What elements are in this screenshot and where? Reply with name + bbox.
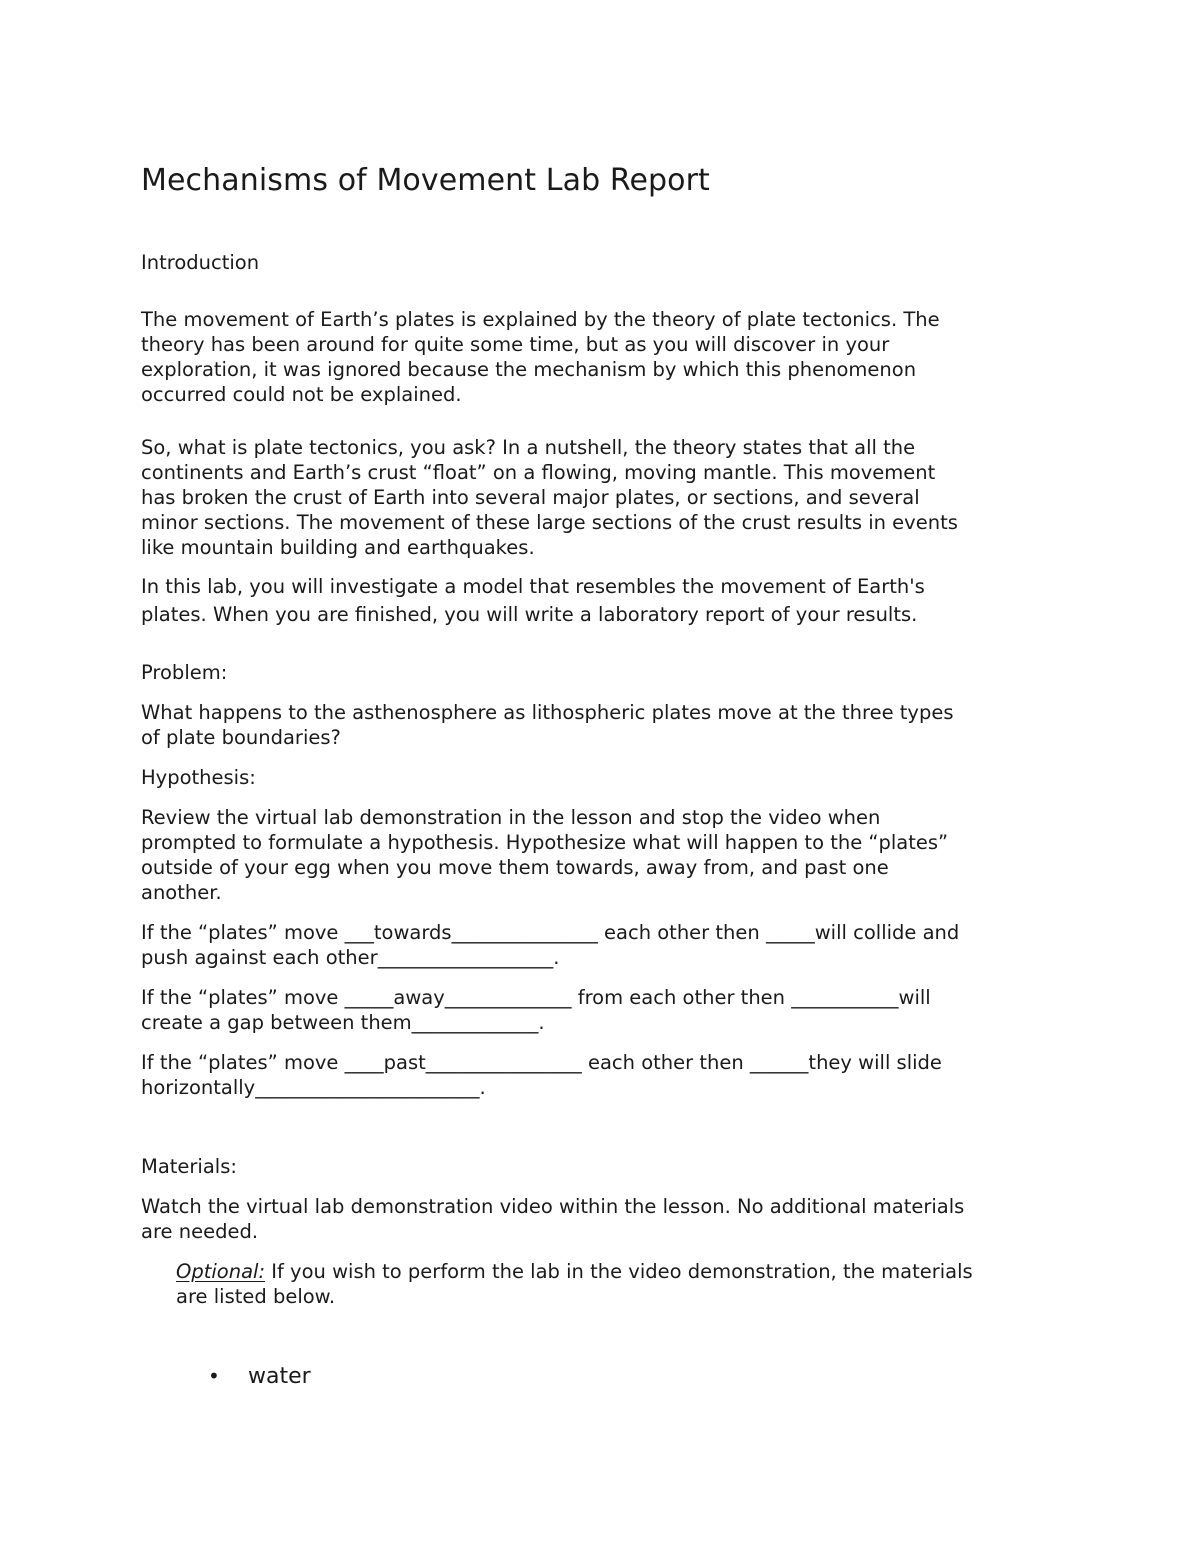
text-line bbox=[141, 985, 1071, 1010]
text-line: are needed. bbox=[141, 1220, 259, 1243]
fill-in-blank[interactable]: _____________ bbox=[411, 1011, 539, 1034]
introduction-paragraph-2 bbox=[141, 435, 1071, 560]
text-line bbox=[141, 920, 1071, 945]
text-line bbox=[141, 1075, 1071, 1100]
statement-prefix: If the “plates” move bbox=[141, 1051, 345, 1074]
page-title: Mechanisms of Movement Lab Report bbox=[141, 163, 710, 198]
fill-in-blank[interactable]: _____will collide and bbox=[765, 921, 960, 944]
bullet-icon: • bbox=[208, 1364, 220, 1388]
text-line: In this lab, you will investigate a model that resembles the movement of Earth's bbox=[141, 575, 925, 598]
optional-label: Optional: bbox=[176, 1260, 266, 1283]
fill-in-blank[interactable]: _______________________ bbox=[255, 1076, 480, 1099]
text-line: continents and Earth’s crust “float” on a flowing, moving mantle. This movement bbox=[141, 461, 936, 484]
text-line: exploration, it was ignored because the mechanism by which this phenomenon bbox=[141, 358, 917, 381]
text-line: prompted to formulate a hypothesis. Hypothesize what will happen to the “plates” bbox=[141, 831, 949, 854]
text-line: plates. When you are finished, you will write a laboratory report of your results. bbox=[141, 603, 918, 626]
text-line bbox=[141, 1010, 1071, 1035]
statement-continuation: push against each other bbox=[141, 946, 378, 969]
hypothesis-statement-past bbox=[141, 1050, 1071, 1100]
problem-text bbox=[141, 700, 1071, 750]
statement-continuation: horizontally bbox=[141, 1076, 256, 1099]
optional-text: If you wish to perform the lab in the video demonstration, the materials bbox=[265, 1260, 973, 1283]
text-line: What happens to the asthenosphere as lithospheric plates move at the three types bbox=[141, 701, 954, 724]
text-line: like mountain building and earthquakes. bbox=[141, 536, 535, 559]
fill-in-blank[interactable]: __________________ bbox=[377, 946, 554, 969]
introduction-heading: Introduction bbox=[141, 251, 260, 274]
hypothesis-instructions bbox=[141, 805, 1071, 905]
material-item-label: water bbox=[248, 1364, 311, 1389]
text-line: The movement of Earth’s plates is explained by the theory of plate tectonics. The bbox=[141, 308, 940, 331]
text-line: has broken the crust of Earth into several major plates, or sections, and several bbox=[141, 486, 920, 509]
fill-in-blank[interactable]: ___towards_______________ bbox=[344, 921, 598, 944]
fill-in-blank[interactable]: _____away_____________ bbox=[344, 986, 572, 1009]
introduction-paragraph-3 bbox=[141, 573, 1071, 629]
text-line: another. bbox=[141, 881, 222, 904]
text-line bbox=[141, 1050, 1071, 1075]
statement-middle: from each other then bbox=[571, 986, 792, 1009]
introduction-paragraph-1 bbox=[141, 307, 1071, 407]
hypothesis-statement-away bbox=[141, 985, 1071, 1035]
problem-heading: Problem: bbox=[141, 661, 228, 684]
list-item bbox=[208, 1362, 311, 1391]
text-line: of plate boundaries? bbox=[141, 726, 341, 749]
text-line: Watch the virtual lab demonstration video within the lesson. No additional materials bbox=[141, 1195, 965, 1218]
fill-in-blank[interactable]: ____past________________ bbox=[344, 1051, 582, 1074]
text-line: are listed below. bbox=[176, 1285, 336, 1308]
text-line: So, what is plate tectonics, you ask? In a nutshell, the theory states that all the bbox=[141, 436, 916, 459]
statement-end: . bbox=[553, 946, 560, 969]
statement-end: . bbox=[538, 1011, 545, 1034]
fill-in-blank[interactable]: ___________will bbox=[791, 986, 931, 1009]
text-line: Review the virtual lab demonstration in the lesson and stop the video when bbox=[141, 806, 881, 829]
text-line: minor sections. The movement of these large sections of the crust results in events bbox=[141, 511, 958, 534]
statement-continuation: create a gap between them bbox=[141, 1011, 412, 1034]
materials-optional-note bbox=[176, 1259, 1076, 1309]
text-line bbox=[141, 945, 1071, 970]
text-line bbox=[176, 1259, 1076, 1284]
statement-end: . bbox=[479, 1076, 486, 1099]
materials-text bbox=[141, 1194, 1071, 1244]
text-line: occurred could not be explained. bbox=[141, 383, 462, 406]
materials-heading: Materials: bbox=[141, 1155, 237, 1178]
statement-middle: each other then bbox=[581, 1051, 750, 1074]
text-line: theory has been around for quite some time, but as you will discover in your bbox=[141, 333, 890, 356]
hypothesis-heading: Hypothesis: bbox=[141, 766, 256, 789]
fill-in-blank[interactable]: ______they will slide bbox=[749, 1051, 942, 1074]
statement-prefix: If the “plates” move bbox=[141, 986, 345, 1009]
hypothesis-statement-towards bbox=[141, 920, 1071, 970]
text-line: outside of your egg when you move them towards, away from, and past one bbox=[141, 856, 889, 879]
statement-middle: each other then bbox=[597, 921, 766, 944]
statement-prefix: If the “plates” move bbox=[141, 921, 345, 944]
